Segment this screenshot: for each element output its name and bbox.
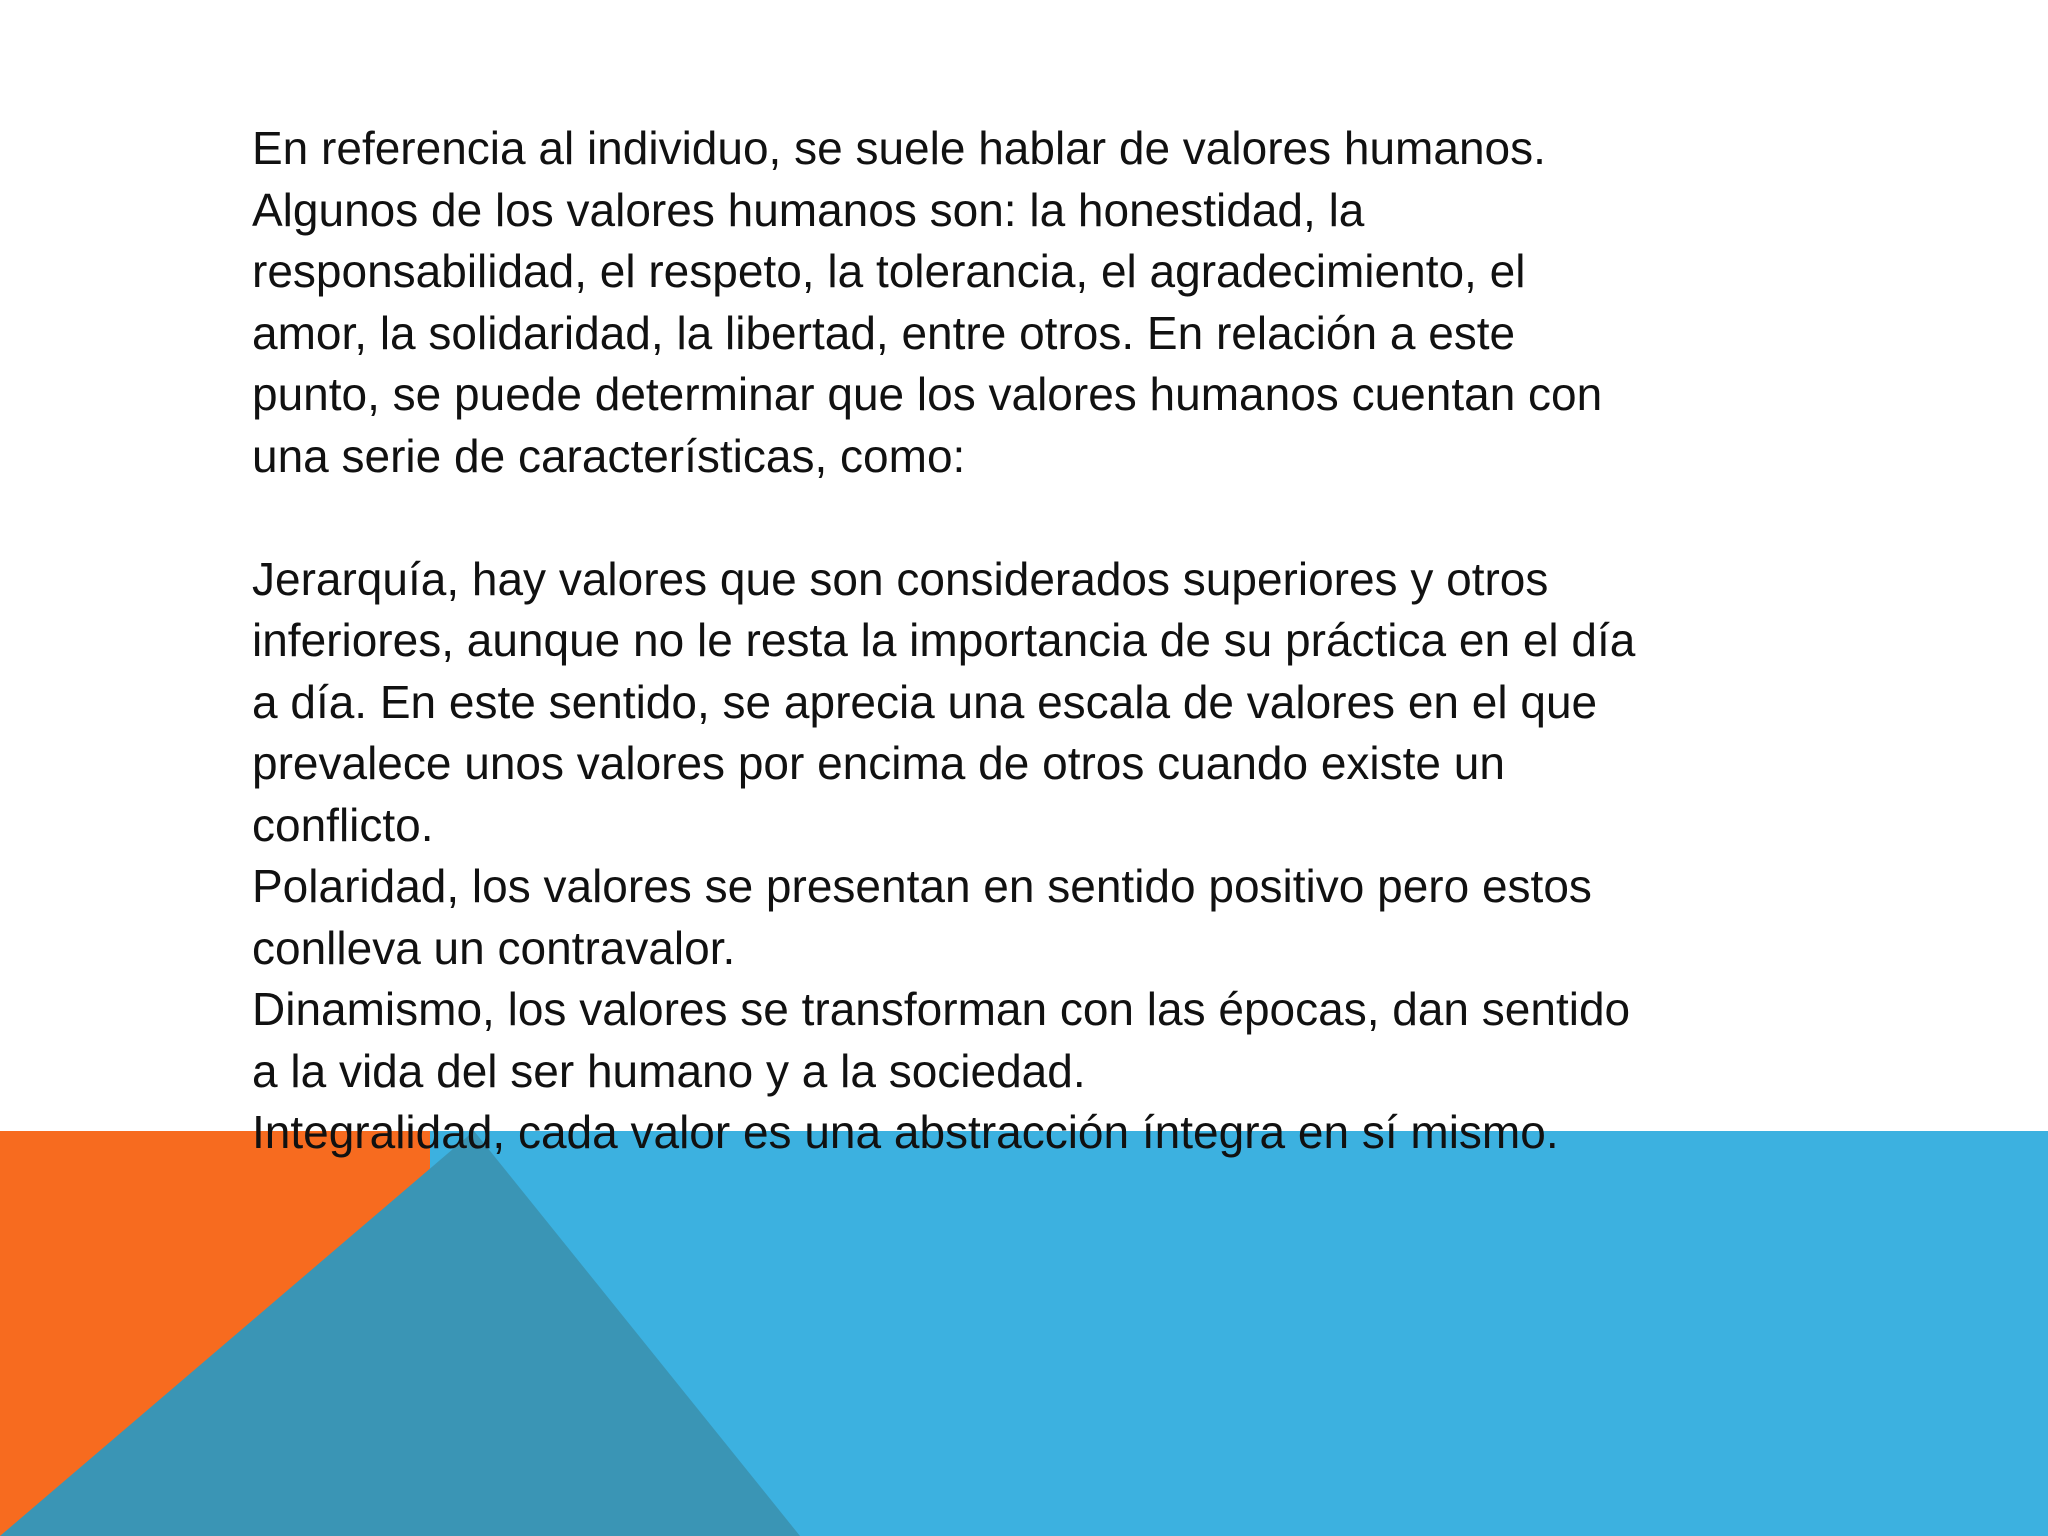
dinamismo-item: Dinamismo, los valores se transforman con las épocas, dan sentido a la vida del ser humano y a la sociedad. (252, 983, 1631, 1097)
slide-body (252, 118, 1852, 1164)
jerarquia-item: Jerarquía, hay valores que son considerados superiores y otros inferiores, aunque no le resta la importancia de su práctica en el día a día. En este sentido, se aprecia una escala de valores en el que prevalece unos valores por encima de otros cuando existe un conflicto. (252, 552, 1636, 851)
intro-paragraph: En referencia al individuo, se suele hablar de valores humanos. Algunos de los valores humanos son: la honestidad, la responsabilidad, el respeto, la tolerancia, el agradecimiento, el amor, la solidaridad, la libertad, entre otros. En relación a este punto, se puede determinar que los valores humanos cuentan con una serie de características, como: (252, 122, 1603, 482)
paragraph-spacer (252, 487, 1852, 549)
polaridad-item: Polaridad, los valores se presentan en sentido positivo pero estos conlleva un contravalor. (252, 860, 1592, 974)
integralidad-item: Integralidad, cada valor es una abstracción íntegra en sí mismo. (252, 1106, 1559, 1158)
